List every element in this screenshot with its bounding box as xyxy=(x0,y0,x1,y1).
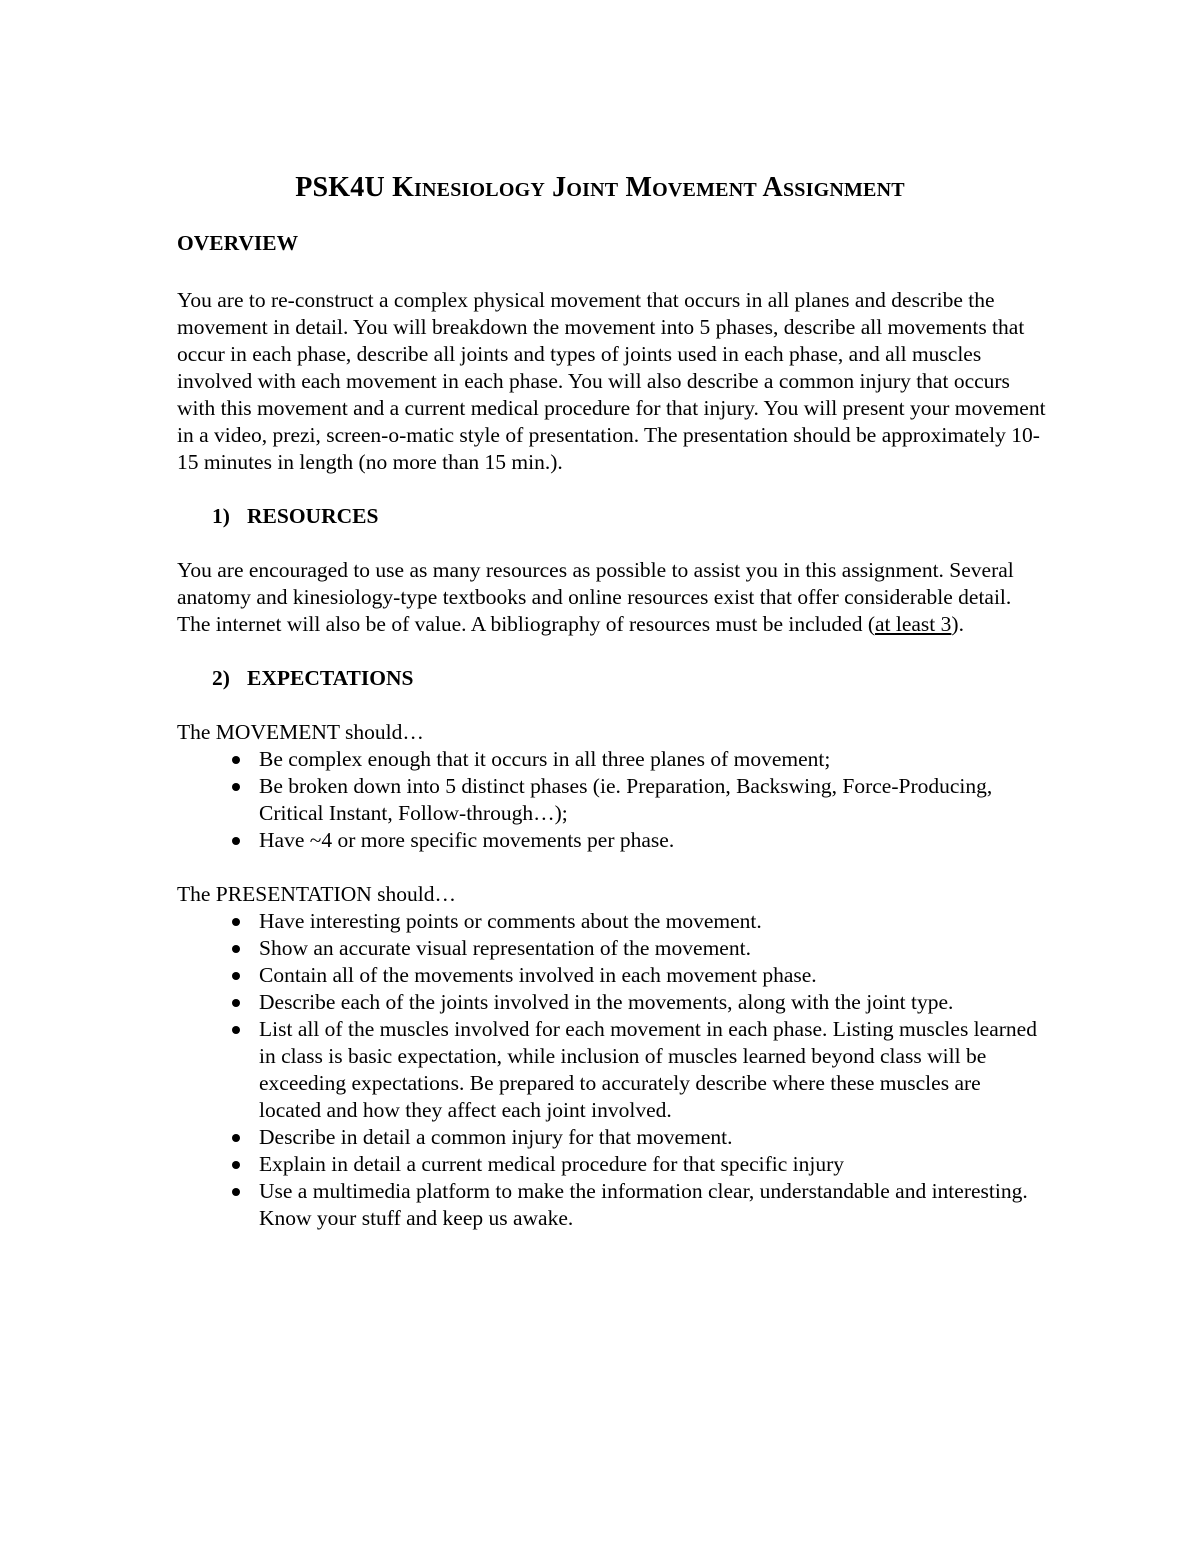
movement-lead: The MOVEMENT should… xyxy=(177,720,424,744)
list-item-text: Describe each of the joints involved in the movements, along with the joint type. xyxy=(259,990,954,1014)
bullet-icon xyxy=(232,999,240,1007)
movement-list xyxy=(177,746,1047,854)
list-item-text: Have ~4 or more specific movements per phase. xyxy=(259,828,675,852)
list-item-text: Be complex enough that it occurs in all three planes of movement; xyxy=(259,747,831,771)
bullet-icon xyxy=(232,1134,240,1142)
bullet-icon xyxy=(232,837,240,845)
overview-paragraph: You are to re-construct a complex physical movement that occurs in all planes and describe the movement in detail. You will breakdown the movement into 5 phases, describe all movements that occur in each phase, describe all joints and types of joints used in each phase, and all muscles involved with each movement in each phase. You will also describe a common injury that occurs with this movement and a current medical procedure for that injury. You will present your movement in a video, prezi, screen-o-matic style of presentation. The presentation should be approximately 10-15 minutes in length (no more than 15 min.). xyxy=(177,288,1046,474)
list-item xyxy=(177,827,1047,854)
expectations-heading xyxy=(177,665,1047,692)
resources-underlined-text: at least 3 xyxy=(874,612,952,636)
list-item xyxy=(177,989,1047,1016)
resources-text: You are encouraged to use as many resources as possible to assist you in this assignment. Several anatomy and kinesiology-type textbooks and online resources exist that offer considerable detail. The internet will also be of value. A bibliography of resources must be included ( xyxy=(177,558,1014,636)
list-item-text: Show an accurate visual representation of the movement. xyxy=(259,936,751,960)
bullet-icon xyxy=(232,918,240,926)
presentation-list xyxy=(177,908,1047,1232)
list-item-text: Have interesting points or comments about the movement. xyxy=(259,909,762,933)
document-body xyxy=(177,230,1047,1232)
expectations-number: 2) xyxy=(212,666,230,690)
bullet-icon xyxy=(232,756,240,764)
document-title: PSK4U Kinesiology Joint Movement Assignment xyxy=(295,172,905,203)
bullet-icon xyxy=(232,945,240,953)
overview-heading: OVERVIEW xyxy=(177,231,299,255)
list-item xyxy=(177,935,1047,962)
list-item xyxy=(177,1124,1047,1151)
list-item-text: Contain all of the movements involved in each movement phase. xyxy=(259,963,817,987)
list-item xyxy=(177,746,1047,773)
bullet-icon xyxy=(232,1026,240,1034)
list-item-text: List all of the muscles involved for each movement in each phase. Listing muscles learned in class is basic expectation, while inclusion of muscles learned beyond class will be exceeding expectations. Be prepared to accurately describe where these muscles are located and how they affect each joint involved. xyxy=(259,1017,1037,1122)
bullet-icon xyxy=(232,972,240,980)
list-item xyxy=(177,773,1047,827)
presentation-lead: The PRESENTATION should… xyxy=(177,882,456,906)
list-item xyxy=(177,962,1047,989)
list-item xyxy=(177,1178,1047,1232)
resources-heading xyxy=(177,503,1047,530)
resources-text-end: ). xyxy=(951,612,964,636)
resources-heading-label: RESOURCES xyxy=(247,504,379,528)
list-item-text: Explain in detail a current medical procedure for that specific injury xyxy=(259,1152,845,1176)
resources-number: 1) xyxy=(212,504,230,528)
list-item xyxy=(177,1151,1047,1178)
expectations-heading-label: EXPECTATIONS xyxy=(247,666,414,690)
list-item xyxy=(177,908,1047,935)
bullet-icon xyxy=(232,783,240,791)
bullet-icon xyxy=(232,1161,240,1169)
list-item-text: Use a multimedia platform to make the information clear, understandable and interesting. Know your stuff and keep us awake. xyxy=(259,1179,1028,1230)
list-item-text: Be broken down into 5 distinct phases (ie. Preparation, Backswing, Force-Producing, Critical Instant, Follow-through…); xyxy=(259,774,993,825)
list-item xyxy=(177,1016,1047,1124)
resources-paragraph xyxy=(177,557,1047,638)
list-item-text: Describe in detail a common injury for that movement. xyxy=(259,1125,733,1149)
bullet-icon xyxy=(232,1188,240,1196)
